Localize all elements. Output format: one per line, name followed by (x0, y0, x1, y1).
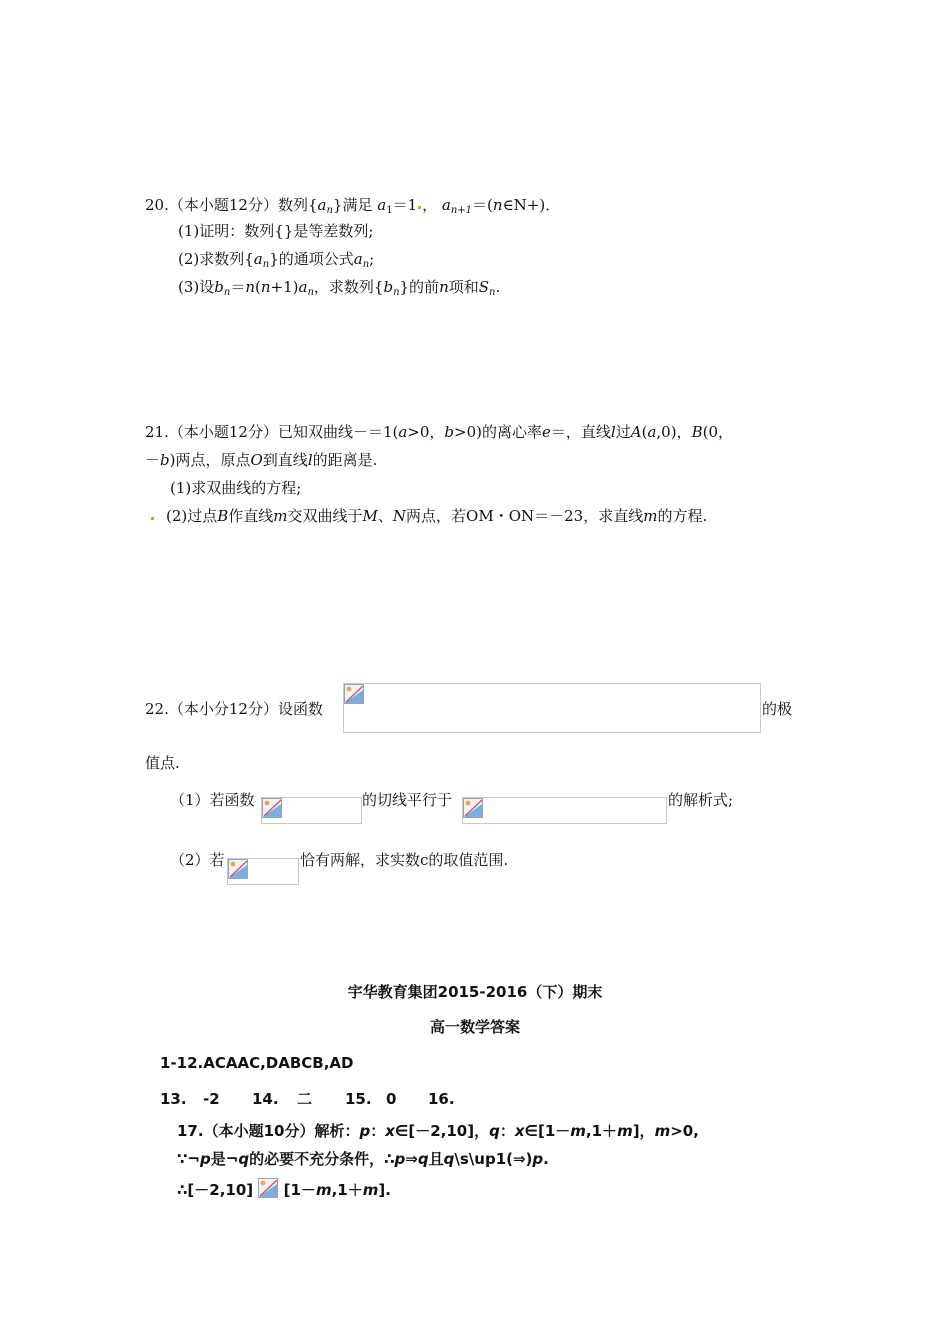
answer-17-line1: 17.（本小题10分）解析：p：x∈[－2,10]，q：x∈[1－m,1＋m]，m>0, (177, 1122, 699, 1140)
answer-14-label: 14. (252, 1090, 279, 1108)
answer-15-label: 15. (345, 1090, 372, 1108)
broken-image-icon (262, 798, 282, 818)
q21-part1: (1)求双曲线的方程; (170, 479, 302, 497)
broken-image-icon (258, 1178, 278, 1198)
answer-13-label: 13. (160, 1090, 187, 1108)
formula-image-placeholder (343, 683, 761, 733)
q20-part1: (1)证明：数列{}是等差数列; (178, 222, 374, 240)
q22-stem-line1b: 的极 (762, 700, 793, 718)
q22-stem-line2: 值点. (145, 754, 180, 772)
q22-part1b: 的切线平行于 (362, 791, 453, 809)
answer-17-line2: ∵¬p是¬q的必要不充分条件，∴p⇒q且q\s\up1(⇒)p. (177, 1150, 549, 1168)
q20-part3: (3)设$b_n=n(n+1)a_n$，求数列$\{b_n\}$的前n项和$S_n$. (178, 278, 501, 298)
answer-16-label: 16. (428, 1090, 455, 1108)
marker-dot (151, 517, 154, 520)
formula-image-placeholder (462, 797, 667, 824)
broken-image-icon (228, 859, 248, 879)
q22-part2b: 恰有两解，求实数c的取值范围. (300, 851, 509, 869)
q22-stem-line1a: 22.（本小分12分）设函数 (145, 700, 323, 718)
q21-part2: (2)过点B作直线m交双曲线于M、N两点，若OM・ON＝－23，求直线m的方程. (150, 506, 707, 526)
q22-part2a: （2）若 (170, 851, 225, 869)
answer-mc: 1-12.ACAAC,DABCB,AD (160, 1054, 354, 1072)
formula-image-placeholder (261, 797, 362, 824)
q22-part1a: （1）若函数 (170, 791, 255, 809)
q21-stem-line2: －b)两点，原点O到直线l的距离是. (145, 451, 378, 469)
q20-stem: 20.（本小题12分）数列$\{a_n\}$满足 $a_1=1$ ， $a_{n+1}=(n\in N+)$． (145, 196, 561, 216)
q22-part1c: 的解析式; (668, 791, 734, 809)
broken-image-icon (344, 684, 364, 704)
answer-subtitle: 高一数学答案 (429, 1018, 520, 1036)
answer-17-line3: ∴[－2,10] [1－m,1＋m]. (177, 1178, 391, 1200)
marker-dot (418, 206, 421, 209)
broken-image-icon (463, 798, 483, 818)
answer-13-value: -2 (203, 1090, 220, 1108)
q21-stem-line1: 21.（本小题12分）已知双曲线－＝1(a>0，b>0)的离心率e＝，直线l过A(a,0)，B(0， (145, 423, 733, 441)
answer-title: 宇华教育集团2015-2016（下）期末 (347, 983, 603, 1001)
answer-15-value: 0 (386, 1090, 397, 1108)
q20-part2: (2)求数列$\{a_n\}$的通项公式$a_n$; (178, 250, 375, 270)
formula-image-placeholder (227, 858, 299, 885)
answer-14-value: 二 (297, 1090, 313, 1108)
